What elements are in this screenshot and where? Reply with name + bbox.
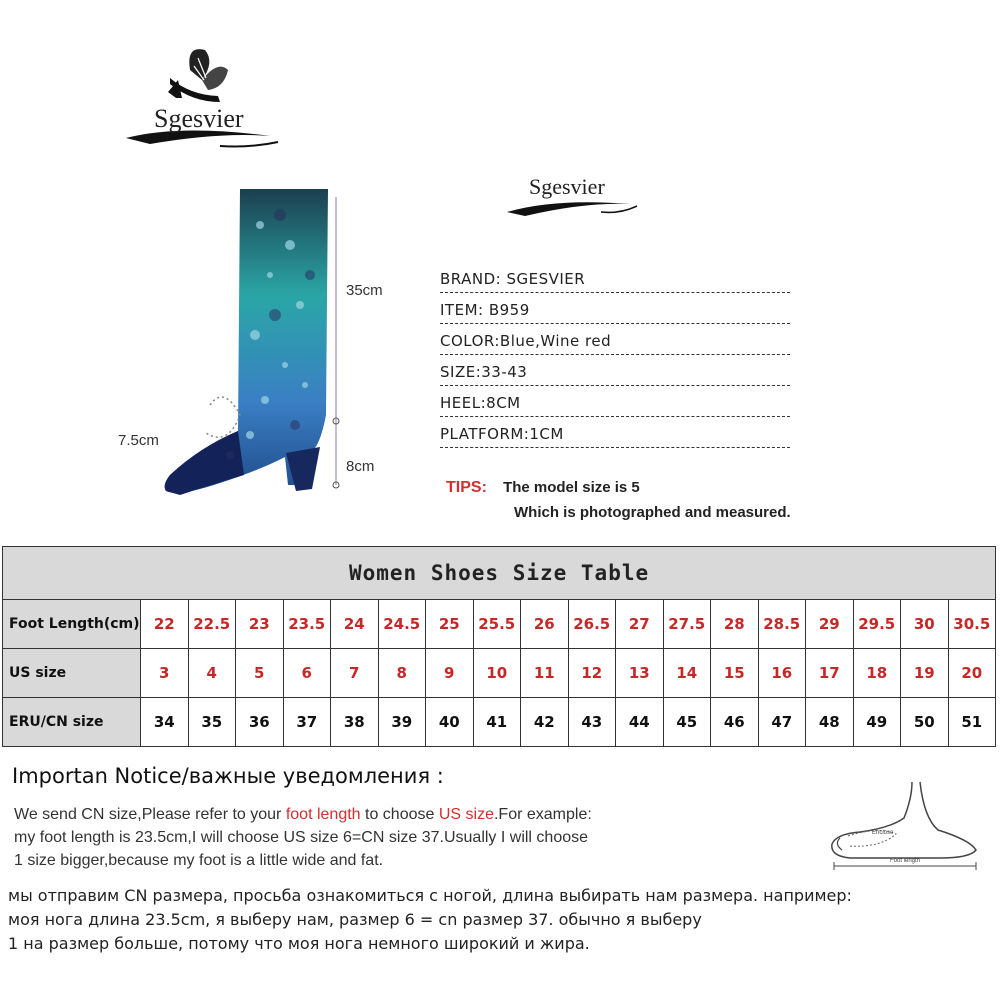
size-row-label: ERU/CN size xyxy=(3,698,141,747)
size-cell: 51 xyxy=(948,698,996,747)
size-table-body xyxy=(3,600,996,747)
size-cell: 49 xyxy=(853,698,901,747)
size-cell: 4 xyxy=(188,649,236,698)
size-cell: 46 xyxy=(711,698,759,747)
size-cell: 7 xyxy=(331,649,379,698)
size-cell: 14 xyxy=(663,649,711,698)
size-cell: 37 xyxy=(283,698,331,747)
size-cell: 42 xyxy=(521,698,569,747)
size-cell: 9 xyxy=(426,649,474,698)
brand-name: Sgesvier xyxy=(154,104,244,133)
size-table-row xyxy=(3,698,996,747)
size-cell: 44 xyxy=(616,698,664,747)
size-cell: 36 xyxy=(236,698,284,747)
butterfly-heel-icon xyxy=(120,40,290,160)
size-cell: 11 xyxy=(521,649,569,698)
size-cell: 28 xyxy=(711,600,759,649)
size-cell: 29 xyxy=(806,600,854,649)
size-cell: 26.5 xyxy=(568,600,616,649)
size-cell: 50 xyxy=(901,698,949,747)
spec-item: ITEM: B959 xyxy=(440,297,790,324)
spec-size: SIZE:33-43 xyxy=(440,359,790,386)
size-cell: 43 xyxy=(568,698,616,747)
size-table xyxy=(2,546,996,747)
size-cell: 27 xyxy=(616,600,664,649)
foot-measure-diagram xyxy=(820,778,990,878)
shaft-height-label: 35cm xyxy=(346,282,383,299)
size-cell: 13 xyxy=(616,649,664,698)
size-row-label: US size xyxy=(3,649,141,698)
size-cell: 29.5 xyxy=(853,600,901,649)
size-cell: 22.5 xyxy=(188,600,236,649)
size-table-row xyxy=(3,600,996,649)
tips-label: TIPS: xyxy=(446,479,487,496)
size-cell: 26 xyxy=(521,600,569,649)
size-cell: 30 xyxy=(901,600,949,649)
size-cell: 24 xyxy=(331,600,379,649)
size-table-title: Women Shoes Size Table xyxy=(3,547,996,600)
enclose-label: Enclose xyxy=(872,830,894,836)
size-cell: 34 xyxy=(141,698,189,747)
size-cell: 16 xyxy=(758,649,806,698)
size-cell: 39 xyxy=(378,698,426,747)
notice-text: We send CN size,Please refer to your xyxy=(14,806,286,823)
heel-height-label: 8cm xyxy=(346,458,375,475)
spec-brand: BRAND: SGESVIER xyxy=(440,266,790,293)
notice-en-line1 xyxy=(14,806,592,824)
tips-line2: Which is photographed and measured. xyxy=(514,504,791,521)
notice-en-line3: 1 size bigger,because my foot is a little wide and fat. xyxy=(14,852,384,869)
size-cell: 18 xyxy=(853,649,901,698)
foot-length-label: Foot length xyxy=(890,858,921,864)
size-cell: 15 xyxy=(711,649,759,698)
size-cell: 5 xyxy=(236,649,284,698)
size-cell: 12 xyxy=(568,649,616,698)
size-cell: 8 xyxy=(378,649,426,698)
brand-name-small: Sgesvier xyxy=(529,174,605,199)
size-cell: 47 xyxy=(758,698,806,747)
size-cell: 45 xyxy=(663,698,711,747)
notice-ru-line3: 1 на размер больше, потому что моя нога немного широкий и жира. xyxy=(8,934,590,953)
size-cell: 48 xyxy=(806,698,854,747)
size-cell: 10 xyxy=(473,649,521,698)
spec-heel: HEEL:8CM xyxy=(440,390,790,417)
size-table-title-row xyxy=(3,547,996,600)
size-cell: 3 xyxy=(141,649,189,698)
notice-text: to choose xyxy=(360,806,439,823)
tips-line1: The model size is 5 xyxy=(503,479,640,496)
tips xyxy=(446,479,640,497)
size-cell: 41 xyxy=(473,698,521,747)
size-cell: 25.5 xyxy=(473,600,521,649)
heel-width-label: 7.5cm xyxy=(118,432,159,449)
size-cell: 6 xyxy=(283,649,331,698)
size-cell: 25 xyxy=(426,600,474,649)
brand-logo xyxy=(120,40,290,160)
size-cell: 27.5 xyxy=(663,600,711,649)
size-cell: 22 xyxy=(141,600,189,649)
spec-color: COLOR:Blue,Wine red xyxy=(440,328,790,355)
size-cell: 23.5 xyxy=(283,600,331,649)
notice-highlight-foot-length: foot length xyxy=(285,806,361,823)
size-cell: 20 xyxy=(948,649,996,698)
notice-highlight-us-size: US size xyxy=(438,806,494,823)
size-cell: 35 xyxy=(188,698,236,747)
size-cell: 17 xyxy=(806,649,854,698)
notice-ru-line2: моя нога длина 23.5cm, я выберу нам, размер 6 = cn размер 37. обычно я выберу xyxy=(8,910,702,929)
brand-logo-small xyxy=(505,170,645,222)
size-cell: 38 xyxy=(331,698,379,747)
foot-icon xyxy=(820,778,990,878)
notice-text: .For example: xyxy=(493,806,592,823)
size-row-label: Foot Length(cm) xyxy=(3,600,141,649)
size-cell: 23 xyxy=(236,600,284,649)
size-table-row xyxy=(3,649,996,698)
notice-ru-line1: мы отправим CN размера, просьба ознакомиться с ногой, длина выбирать нам размера. например: xyxy=(8,886,852,905)
size-cell: 30.5 xyxy=(948,600,996,649)
notice-en-line2: my foot length is 23.5cm,I will choose US size 6=CN size 37.Usually I will choose xyxy=(14,829,589,846)
spec-platform: PLATFORM:1CM xyxy=(440,421,790,448)
size-cell: 40 xyxy=(426,698,474,747)
size-cell: 19 xyxy=(901,649,949,698)
size-cell: 28.5 xyxy=(758,600,806,649)
size-cell: 24.5 xyxy=(378,600,426,649)
notice-title: Importan Notice/важные уведомления : xyxy=(12,764,444,788)
